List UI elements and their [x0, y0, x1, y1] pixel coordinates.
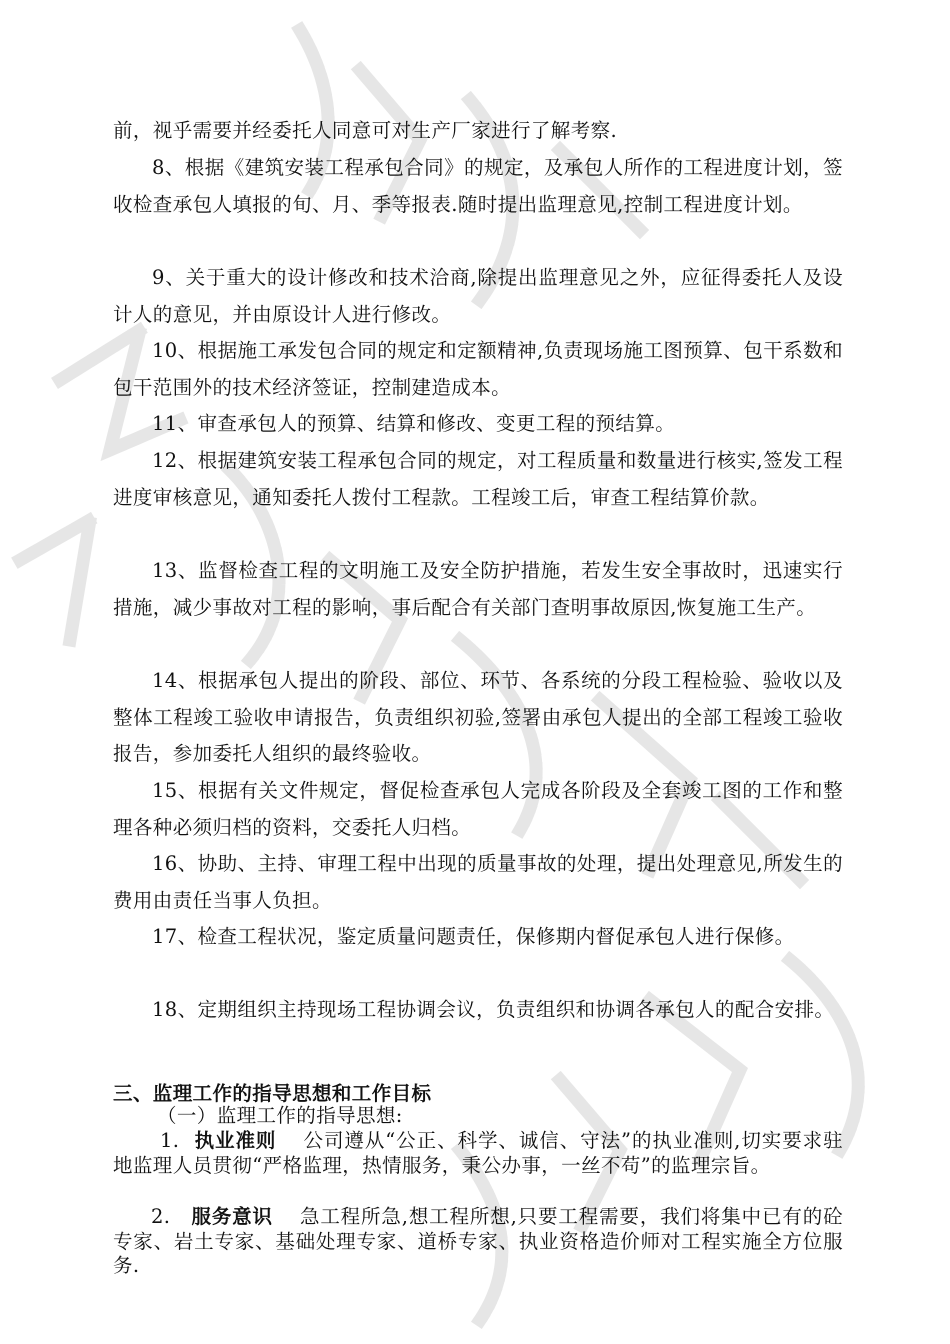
paragraph-item-13: 13、监督检查工程的文明施工及安全防护措施，若发生安全事故时，迅速实行措施，减少事故对工程的影响，事后配合有关部门查明事故原因,恢复施工生产。 [113, 559, 843, 619]
paragraph-item-16: 16、协助、主持、审理工程中出现的质量事故的处理，提出处理意见,所发生的费用由责任当事人负担。 [113, 852, 843, 912]
principle-item-1 [113, 1129, 843, 1178]
principle-item-2 [113, 1205, 843, 1279]
paragraph-continuation: 前，视乎需要并经委托人同意可对生产厂家进行了解考察. [113, 119, 618, 142]
principle-item-2-term: 服务意识 [191, 1205, 273, 1228]
paragraph-item-10: 10、根据施工承发包合同的规定和定额精神,负责现场施工图预算、包干系数和包干范围外的技术经济签证，控制建造成本。 [113, 339, 843, 399]
principle-item-1-text: 公司遵从“公正、科学、诚信、守法”的执业准则,切实要求驻地监理人员贯彻“严格监理，热情服务，秉公办事，一丝不苟”的监理宗旨。 [113, 1129, 844, 1177]
principle-item-1-term: 执业准则 [194, 1129, 277, 1152]
paragraph-item-18: 18、定期组织主持现场工程协调会议，负责组织和协调各承包人的配合安排。 [152, 998, 835, 1021]
section-heading: 三、监理工作的指导思想和工作目标 [113, 1082, 432, 1105]
paragraph-item-8: 8、根据《建筑安装工程承包合同》的规定，及承包人所作的工程进度计划，签收检查承包人填报的旬、月、季等报表.随时提出监理意见,控制工程进度计划。 [113, 156, 843, 216]
principle-item-1-number: 1. [160, 1129, 180, 1152]
paragraph-item-17: 17、检查工程状况，鉴定质量问题责任，保修期内督促承包人进行保修。 [152, 925, 795, 948]
paragraph-item-12: 12、根据建筑安装工程承包合同的规定，对工程质量和数量进行核实,签发工程进度审核意见，通知委托人拨付工程款。工程竣工后，审查工程结算价款。 [113, 449, 843, 509]
paragraph-item-9: 9、关于重大的设计修改和技术洽商,除提出监理意见之外，应征得委托人及设计人的意见，并由原设计人进行修改。 [113, 266, 843, 326]
section-subheading: （一）监理工作的指导思想: [157, 1104, 403, 1127]
paragraph-item-11: 11、审查承包人的预算、结算和修改、变更工程的预结算。 [152, 412, 676, 435]
principle-item-2-text: 急工程所急,想工程所想,只要工程需要，我们将集中已有的砼专家、岩土专家、基础处理专家、道桥专家、执业资格造价师对工程实施全方位服务. [113, 1205, 843, 1277]
paragraph-item-14: 14、根据承包人提出的阶段、部位、环节、各系统的分段工程检验、验收以及整体工程竣工验收申请报告，负责组织初验,签署由承包人提出的全部工程竣工验收报告，参加委托人组织的最终验收。 [113, 669, 843, 766]
paragraph-item-15: 15、根据有关文件规定，督促检查承包人完成各阶段及全套竣工图的工作和整理各种必须归档的资料，交委托人归档。 [113, 779, 843, 839]
principle-item-2-number: 2. [151, 1205, 171, 1228]
